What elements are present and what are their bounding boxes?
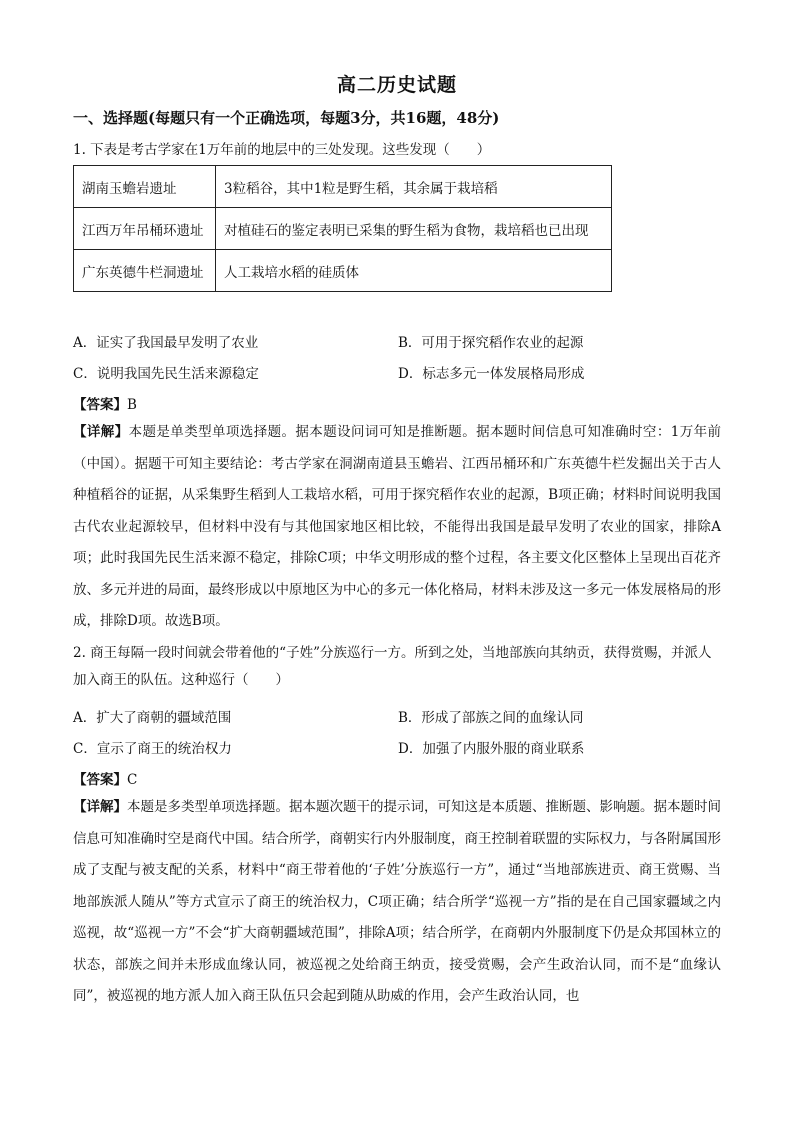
answer-value: B [127,397,137,413]
table-row [74,166,612,208]
answer-label: 【答案】 [73,772,127,788]
explanation-label: 【详解】 [73,424,129,440]
option-c: C．宣示了商王的统治权力 [73,741,232,757]
table-cell-finding: 3粒稻谷，其中1粒是野生稻，其余属于栽培稻 [216,166,612,208]
answer-label: 【答案】 [73,397,127,413]
question-2-stem: 2. 商王每隔一段时间就会带着他的“子姓”分族巡行一方。所到之处，当地部族向其纳贡，获得赏赐，并派人加入商王的队伍。这种巡行（ ） [73,645,712,688]
option-b: B．形成了部族之间的血缘认同 [398,710,584,726]
table-cell-site: 江西万年吊桶环遗址 [74,208,216,250]
evidence-table [73,165,612,292]
option-b: B．可用于探究稻作农业的起源 [398,335,584,351]
page-title: 高二历史试题 [336,74,457,96]
option-a: A．证实了我国最早发明了农业 [73,335,259,351]
table-cell-site: 湖南玉蟾岩遗址 [74,166,216,208]
question-1-stem: 1. 下表是考古学家在1万年前的地层中的三处发现。这些发现（ ） [73,142,491,158]
explanation-text: 本题是单类型单项选择题。据本题设问词可知是推断题。据本题时间信息可知准确时空：1万年前（中国）。据题干可知主要结论：考古学家在洞湖南道县玉蟾岩、江西吊桶环和广东英德牛栏发掘出关于古人种植稻谷的证据，从采集野生稻到人工栽培水稻，可用于探究稻作农业的起源，B项正确；材料时间说明我国古代农业起源较早，但材料中没有与其他国家地区相比较，不能得出我国是最早发明了农业的国家，排除A项；此时我国先民生活来源不稳定，排除C项；中华文明形成的整个过程，各主要文化区整体上呈现出百花齐放、多元并进的局面，最终形成以中原地区为中心的多元一体化格局，材料未涉及这一多元一体发展格局的形成，排除D项。故选B项。 [73,424,722,629]
section-heading: 一、选择题(每题只有一个正确选项，每题3分，共16题，48分) [73,109,500,127]
explanation-label: 【详解】 [73,799,127,815]
answer-line [73,768,137,788]
table-row [74,250,612,292]
table-row [74,208,612,250]
table-cell-site: 广东英德牛栏洞遗址 [74,250,216,292]
answer-value: C [127,772,138,788]
explanation-text: 本题是多类型单项选择题。据本题次题干的提示词，可知这是本质题、推断题、影响题。据本题时间信息可知准确时空是商代中国。结合所学，商朝实行内外服制度，商王控制着联盟的实际权力，与各附属国形成了支配与被支配的关系，材料中“商王带着他的‘子姓’分族巡行一方”，通过“当地部族进贡、商王赏赐、当地部族派人随从”等方式宣示了商王的统治权力，C项正确；结合所学“巡视一方”指的是在自己国家疆域之内巡视，故“巡视一方”不会“扩大商朝疆域范围”，排除A项；结合所学，在商朝内外服制度下仍是众邦国林立的状态，部族之间并未形成血缘认同，被巡视之处给商王纳贡，接受赏赐，会产生政治认同，而不是“血缘认同”，被巡视的地方派人加入商王队伍只会起到随从助威的作用，会产生政治认同，也 [73,799,721,1004]
option-d: D．加强了内服外服的商业联系 [398,741,585,757]
explanation [73,417,721,638]
option-d: D．标志多元一体发展格局形成 [398,366,585,382]
table-cell-finding: 人工栽培水稻的硅质体 [216,250,612,292]
answer-line [73,393,137,413]
option-a: A．扩大了商朝的疆域范围 [73,710,232,726]
explanation [73,792,721,1013]
table-cell-finding: 对植硅石的鉴定表明已采集的野生稻为食物，栽培稻也已出现 [216,208,612,250]
option-c: C．说明我国先民生活来源稳定 [73,366,259,382]
